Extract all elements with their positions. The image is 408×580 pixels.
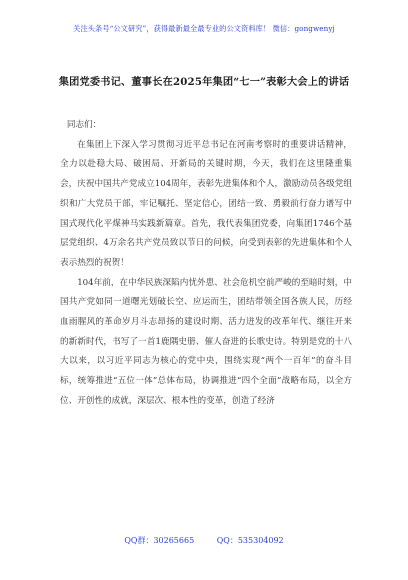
document-title: 集团党委书记、董事长在2025年集团“七一”表彰大会上的讲话 <box>58 76 350 88</box>
paragraph-1: 在集团上下深入学习贯彻习近平总书记在河南考察时的重要讲话精神，全力以赴稳大局、破困局、开新局的关键时期，今天，我们在这里隆重集会，庆祝中国共产党成立104周年，表彰先进集体和个人，激励动员各级党组织和广大党员干部，牢记嘱托、坚定信心，团结一致、勇毅前行奋力谱写中国式现代化平煤神马实践新篇章。首先，我代表集团党委，向集团1746个基层党组织、4万余名共产党员致以节日的问候，向受到表彰的先进集体和个人表示热烈的祝贺！ <box>60 139 352 268</box>
footer-contact-note <box>0 535 408 546</box>
paragraph-2: 104年前，在中华民族深陷内忧外患、社会危机空前严峻的至暗时刻，中国共产党如同一道曙光划破长空、应运而生，团结带领全国各族人民，历经血雨腥风的革命岁月斗志昂扬的建设时期、活力迸发的改革年代、继往开来的新新时代，书写了一首1鹿隅史册、催人奋进的长歌史诗。特别是党的十八大以来，以习近平同志为核心的党中央，围绕实现“两个一百年”的奋斗目标，统筹推进“五位一体”总体布局，协调推进“四个全面”战略布局，以全方位、开创性的成就，深层次、根本性的变革，创造了经济 <box>60 277 352 406</box>
footer-qq-number: QQ：535304092 <box>216 536 284 545</box>
salutation: 同志们： <box>66 120 102 130</box>
document-body <box>60 116 352 412</box>
header-promo-note: 关注头条号“公文研究”，获得最新最全最专业的公文资料库！ 微信：gongwenyj <box>73 24 335 33</box>
footer-qq-group: QQ群：30265665 <box>124 536 195 545</box>
